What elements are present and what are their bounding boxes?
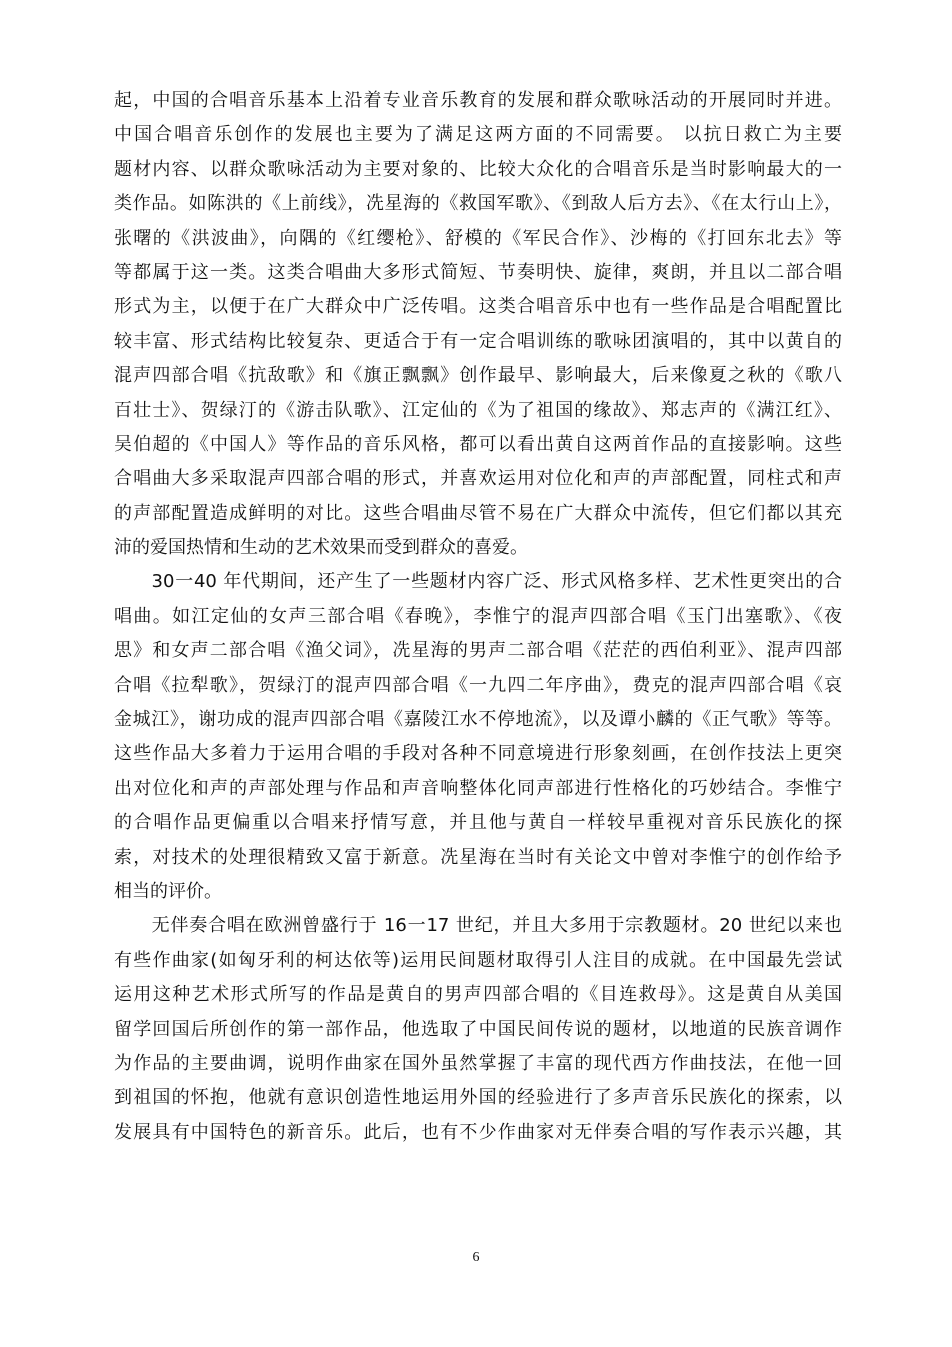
text-line: 到祖国的怀抱，他就有意识创造性地运用外国的经验进行了多声音乐民族化的探索，以 — [114, 1087, 842, 1109]
page-number: 6 — [472, 1250, 480, 1265]
text-line: 有些作曲家(如匈牙利的柯达依等)运用民间题材取得引人注目的成就。在中国最先尝试 — [114, 949, 842, 971]
text-line: 这些作品大多着力于运用合唱的手段对各种不同意境进行形象刻画，在创作技法上更突 — [114, 743, 842, 765]
text-line: 的声部配置造成鲜明的对比。这些合唱曲尽管不易在广大群众中流传，但它们都以其充 — [114, 502, 842, 524]
text-line: 中国合唱音乐创作的发展也主要为了满足这两方面的不同需要。 以抗日救亡为主要 — [114, 124, 842, 146]
text-line: 起，中国的合唱音乐基本上沿着专业音乐教育的发展和群众歌咏活动的开展同时并进。 — [114, 90, 842, 111]
text-line: 题材内容、以群众歌咏活动为主要对象的、比较大众化的合唱音乐是当时影响最大的一 — [114, 158, 842, 180]
text-line: 类作品。如陈洪的《上前线》，冼星海的《救国军歌》、《到敌人后方去》、《在太行山上》， — [114, 193, 842, 215]
text-line: 吴伯超的《中国人》等作品的音乐风格，都可以看出黄自这两首作品的直接影响。这些 — [114, 433, 842, 455]
text-line: 较丰富、形式结构比较复杂、更适合于有一定合唱训练的歌咏团演唱的，其中以黄自的 — [114, 330, 842, 352]
text-line: 张曙的《洪波曲》，向隅的《红缨枪》、舒模的《军民合作》、沙梅的《打回东北去》等 — [114, 227, 842, 249]
text-line: 运用这种艺术形式所写的作品是黄自的男声四部合唱的《目连救母》。这是黄自从美国 — [114, 984, 842, 1006]
text-line: 沛的爱国热情和生动的艺术效果而受到群众的喜爱。 — [114, 537, 528, 559]
text-line: 的合唱作品更偏重以合唱来抒情写意，并且他与黄自一样较早重视对音乐民族化的探 — [114, 812, 842, 834]
text-line: 为作品的主要曲调，说明作曲家在国外虽然掌握了丰富的现代西方作曲技法，在他一回 — [114, 1052, 842, 1074]
text-line: 索，对技术的处理很精致又富于新意。冼星海在当时有关论文中曾对李惟宁的创作给予 — [114, 846, 842, 868]
text-line: 合唱《拉犁歌》，贺绿汀的混声四部合唱《一九四二年序曲》，费克的混声四部合唱《哀 — [114, 674, 842, 696]
text-line: 混声四部合唱《抗敌歌》和《旗正飘飘》创作最早、影响最大，后来像夏之秋的《歌八 — [114, 365, 842, 387]
text-line: 百壮士》、贺绿汀的《游击队歌》、江定仙的《为了祖国的缘故》、郑志声的《满江红》、 — [114, 399, 842, 421]
text-line: 合唱曲大多采取混声四部合唱的形式，并喜欢运用对位化和声的声部配置，同柱式和声 — [114, 468, 842, 490]
text-line: 发展具有中国特色的新音乐。此后，也有不少作曲家对无伴奏合唱的写作表示兴趣，其 — [114, 1121, 842, 1143]
text-line: 无伴奏合唱在欧洲曾盛行于 16一17 世纪，并且大多用于宗教题材。20 世纪以来也 — [114, 915, 842, 937]
text-line: 思》和女声二部合唱《渔父词》，冼星海的男声二部合唱《茫茫的西伯利亚》、混声四部 — [114, 640, 842, 662]
text-line: 相当的评价。 — [114, 880, 222, 902]
text-line: 形式为主，以便于在广大群众中广泛传唱。这类合唱音乐中也有一些作品是合唱配置比 — [114, 296, 842, 318]
text-line: 金城江》，谢功成的混声四部合唱《嘉陵江水不停地流》，以及谭小麟的《正气歌》等等。 — [114, 709, 842, 731]
text-line: 等都属于这一类。这类合唱曲大多形式简短、节奏明快、旋律，爽朗，并且以二部合唱 — [114, 261, 842, 283]
text-line: 30一40 年代期间，还产生了一些题材内容广泛、形式风格多样、艺术性更突出的合 — [114, 571, 842, 593]
text-line: 留学回国后所创作的第一部作品，他选取了中国民间传说的题材，以地道的民族音调作 — [114, 1018, 842, 1040]
text-line: 出对位化和声的声部处理与作品和声音响整体化同声部进行性格化的巧妙结合。李惟宁 — [114, 777, 842, 799]
text-line: 唱曲。如江定仙的女声三部合唱《春晚》，李惟宁的混声四部合唱《玉门出塞歌》、《夜 — [114, 605, 842, 627]
body-text — [114, 84, 842, 1150]
